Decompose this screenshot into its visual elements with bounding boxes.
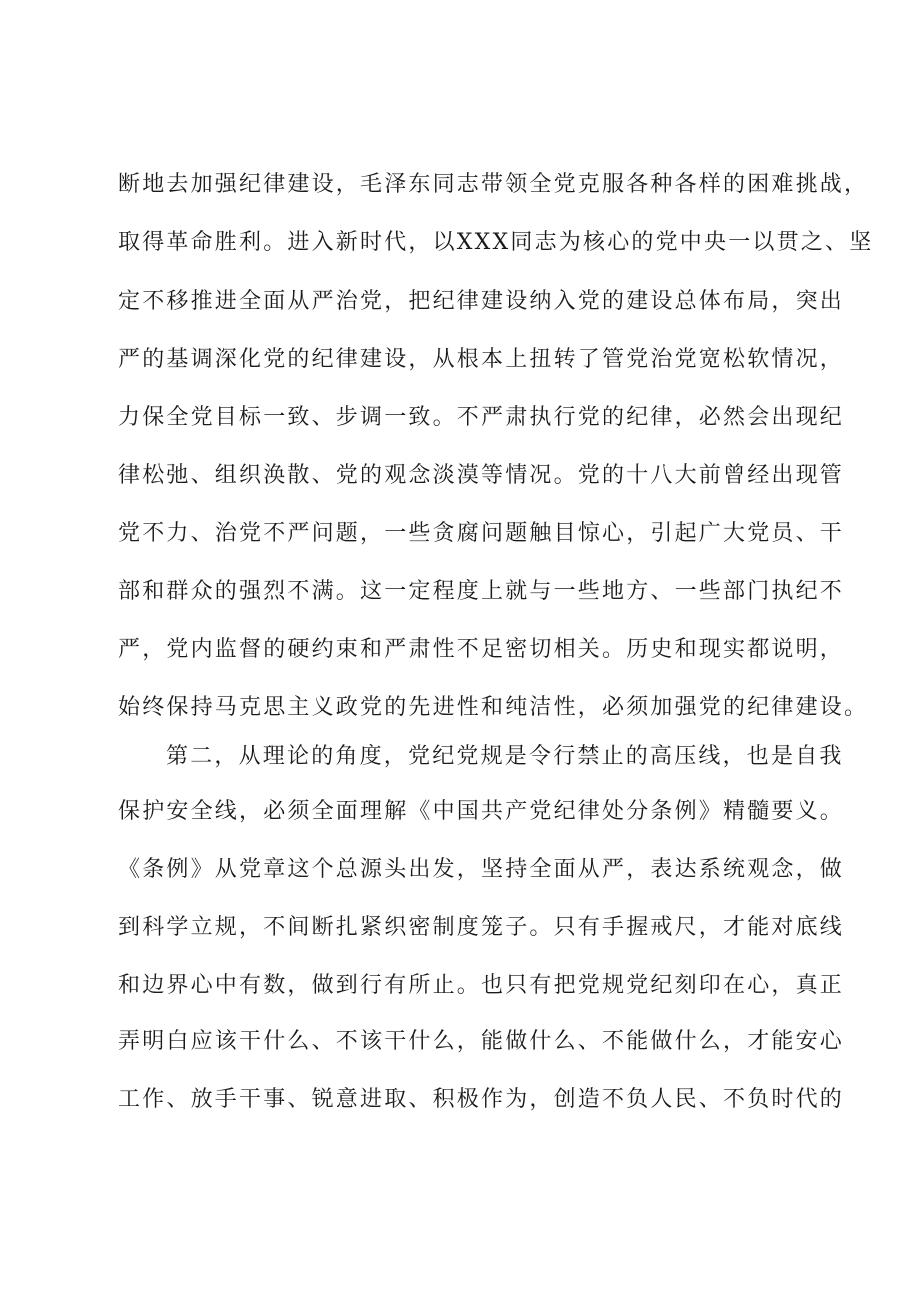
text-line: 定不移推进全面从严治党，把纪律建设纳入党的建设总体布局，突出 [118,289,845,314]
text-line: 严的基调深化党的纪律建设，从根本上扭转了管党治党宽松软情况， [118,347,845,372]
text-line: 力保全党目标一致、步调一致。不严肃执行党的纪律，必然会出现纪 [118,405,845,430]
text-line: 党不力、治党不严问题，一些贪腐问题触目惊心，引起广大党员、干 [118,521,845,546]
text-line: 到科学立规，不间断扎紧织密制度笼子。只有手握戒尺，才能对底线 [118,915,845,940]
text-line: 弄明白应该干什么、不该干什么，能做什么、不能做什么，才能安心 [118,1029,845,1054]
text-line: 部和群众的强烈不满。这一定程度上就与一些地方、一些部门执纪不 [118,579,845,604]
text-line: 《条例》从党章这个总源头出发，坚持全面从严，表达系统观念，做 [118,857,845,882]
text-line: 始终保持马克思主义政党的先进性和纯洁性，必须加强党的纪律建设。 [118,695,869,720]
text-line: 第二，从理论的角度，党纪党规是令行禁止的高压线，也是自我 [166,744,844,769]
text-line: 律松弛、组织涣散、党的观念淡漠等情况。党的十八大前曾经出现管 [118,463,845,488]
text-line: 保护安全线，必须全面理解《中国共产党纪律处分条例》精髓要义。 [118,799,845,824]
text-line: 断地去加强纪律建设，毛泽东同志带领全党克服各种各样的困难挑战， [118,172,869,197]
text-line: 取得革命胜利。进入新时代，以XXX同志为核心的党中央一以贯之、坚 [118,230,874,255]
text-line: 和边界心中有数，做到行有所止。也只有把党规党纪刻印在心，真正 [118,973,845,998]
text-line: 严，党内监督的硬约束和严肃性不足密切相关。历史和现实都说明， [118,637,845,662]
text-line: 工作、放手干事、锐意进取、积极作为，创造不负人民、不负时代的 [118,1087,845,1112]
